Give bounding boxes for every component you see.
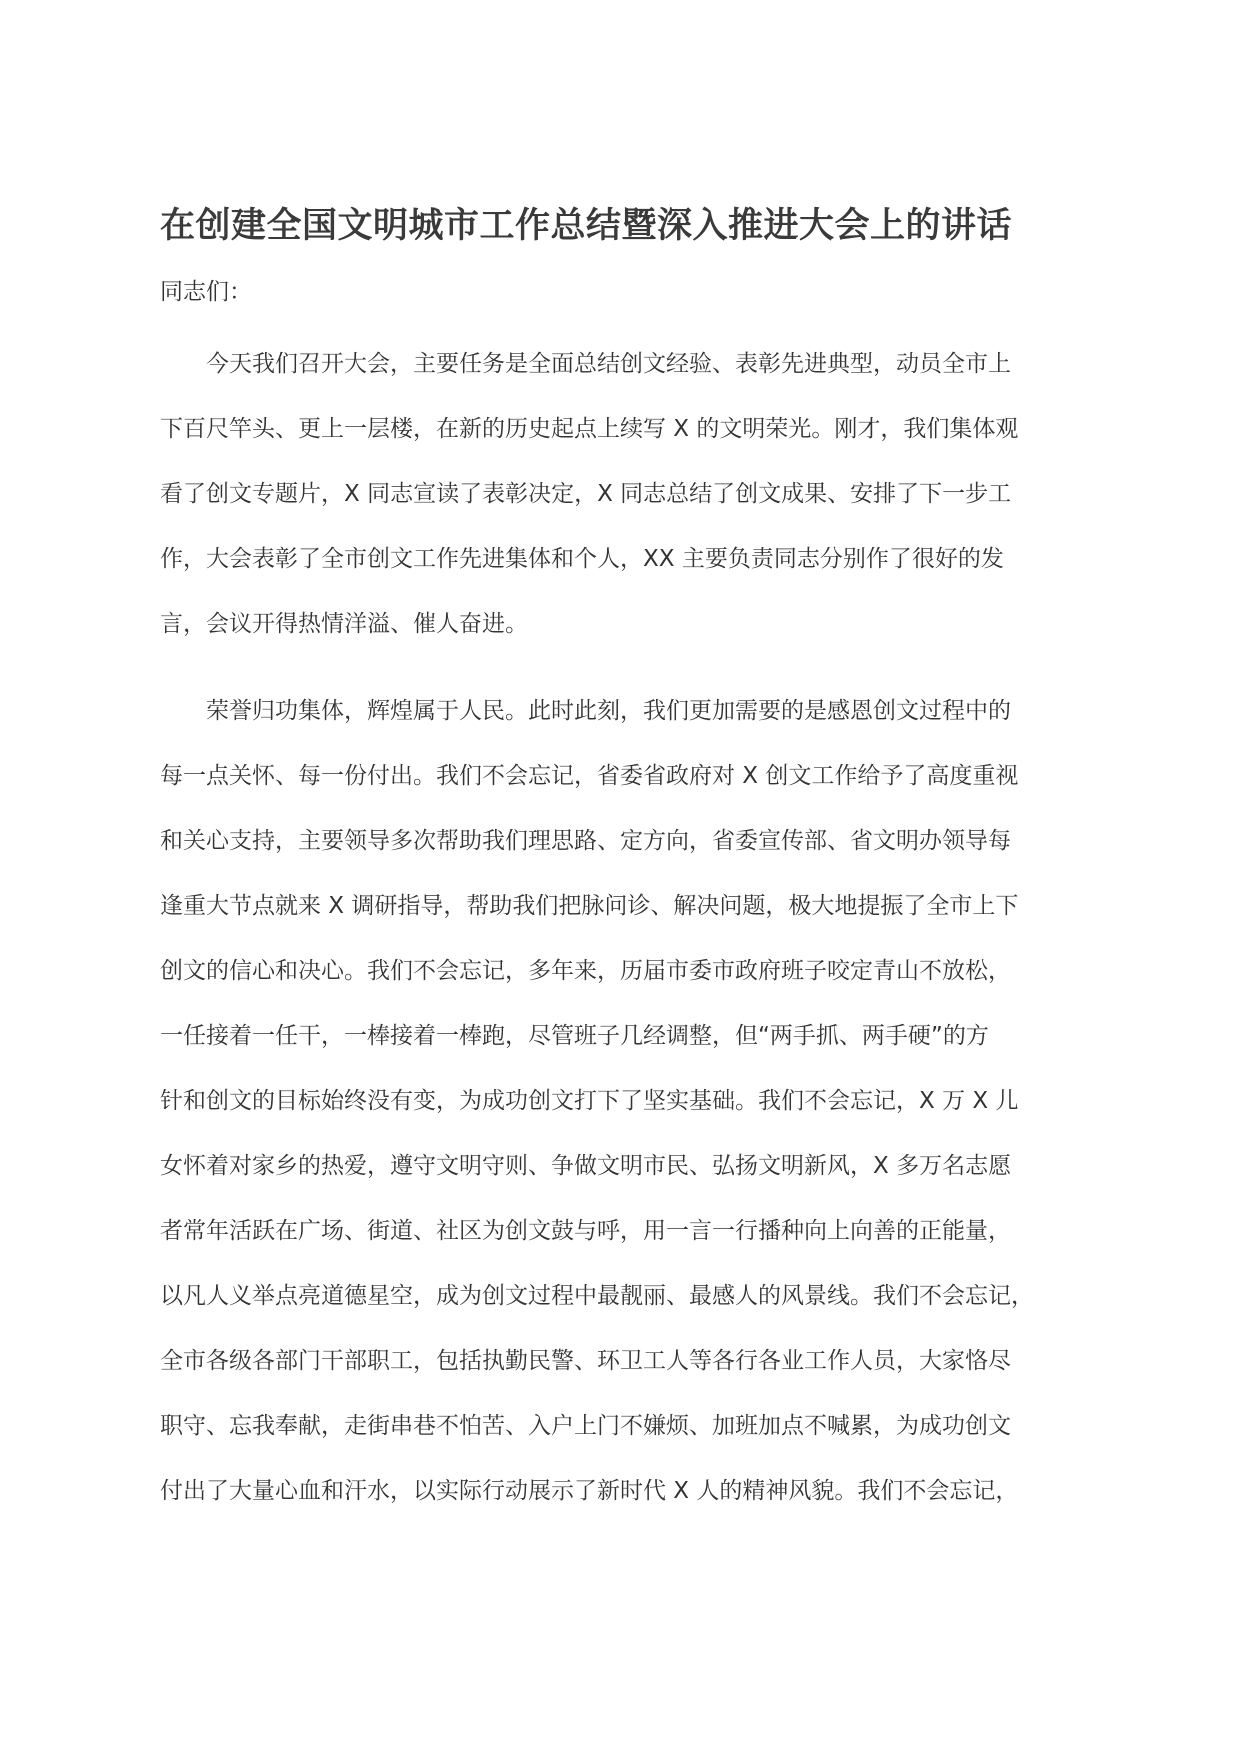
paragraph-line: 一任接着一任干，一棒接着一棒跑，尽管班子几经调整，但“两手抓、两手硬”的方 — [160, 1023, 989, 1049]
paragraph-2 — [160, 679, 1105, 1524]
paragraph-line: 言，会议开得热情洋溢、催人奋进。 — [160, 611, 528, 637]
paragraph-1 — [160, 332, 1105, 657]
paragraph-line: 和关心支持，主要领导多次帮助我们理思路、定方向，省委宣传部、省文明办领导每 — [160, 828, 1011, 854]
paragraph-line: 全市各级各部门干部职工，包括执勤民警、环卫工人等各行各业工作人员，大家恪尽 — [160, 1348, 1011, 1374]
paragraph-line: 付出了大量心血和汗水，以实际行动展示了新时代 X 人的精神风貌。我们不会忘记， — [160, 1478, 1019, 1504]
paragraph-line: 创文的信心和决心。我们不会忘记，多年来，历届市委市政府班子咬定青山不放松， — [160, 958, 1011, 984]
document-body — [160, 196, 1105, 1524]
paragraph-line: 以凡人义举点亮道德星空，成为创文过程中最靓丽、最感人的风景线。我们不会忘记， — [160, 1283, 1034, 1309]
paragraph-line: 荣誉归功集体，辉煌属于人民。此时此刻，我们更加需要的是感恩创文过程中的 — [206, 698, 1011, 724]
document-title: 在创建全国文明城市工作总结暨深入推进大会上的讲话 — [160, 206, 1013, 246]
paragraph-line: 每一点关怀、每一份付出。我们不会忘记，省委省政府对 X 创文工作给予了高度重视 — [160, 763, 1019, 789]
salutation: 同志们： — [160, 279, 252, 305]
paragraph-line: 者常年活跃在广场、街道、社区为创文鼓与呼，用一言一行播种向上向善的正能量， — [160, 1218, 1011, 1244]
paragraph-line: 针和创文的目标始终没有变，为成功创文打下了坚实基础。我们不会忘记，X 万 X 儿 — [160, 1088, 1019, 1114]
paragraph-line: 作，大会表彰了全市创文工作先进集体和个人，XX 主要负责同志分别作了很好的发 — [160, 546, 1004, 572]
paragraph-line: 职守、忘我奉献，走街串巷不怕苦、入户上门不嫌烦、加班加点不喊累，为成功创文 — [160, 1413, 1011, 1439]
paragraph-line: 看了创文专题片，X 同志宣读了表彰决定，X 同志总结了创文成果、安排了下一步工 — [160, 481, 1012, 507]
paragraph-line: 下百尺竿头、更上一层楼，在新的历史起点上续写 X 的文明荣光。刚才，我们集体观 — [160, 416, 1019, 442]
paragraph-line: 女怀着对家乡的热爱，遵守文明守则、争做文明市民、弘扬文明新风，X 多万名志愿 — [160, 1153, 1012, 1179]
paragraph-line: 今天我们召开大会，主要任务是全面总结创文经验、表彰先进典型，动员全市上 — [206, 351, 1011, 377]
paragraph-line: 逢重大节点就来 X 调研指导，帮助我们把脉问诊、解决问题，极大地提振了全市上下 — [160, 893, 1019, 919]
